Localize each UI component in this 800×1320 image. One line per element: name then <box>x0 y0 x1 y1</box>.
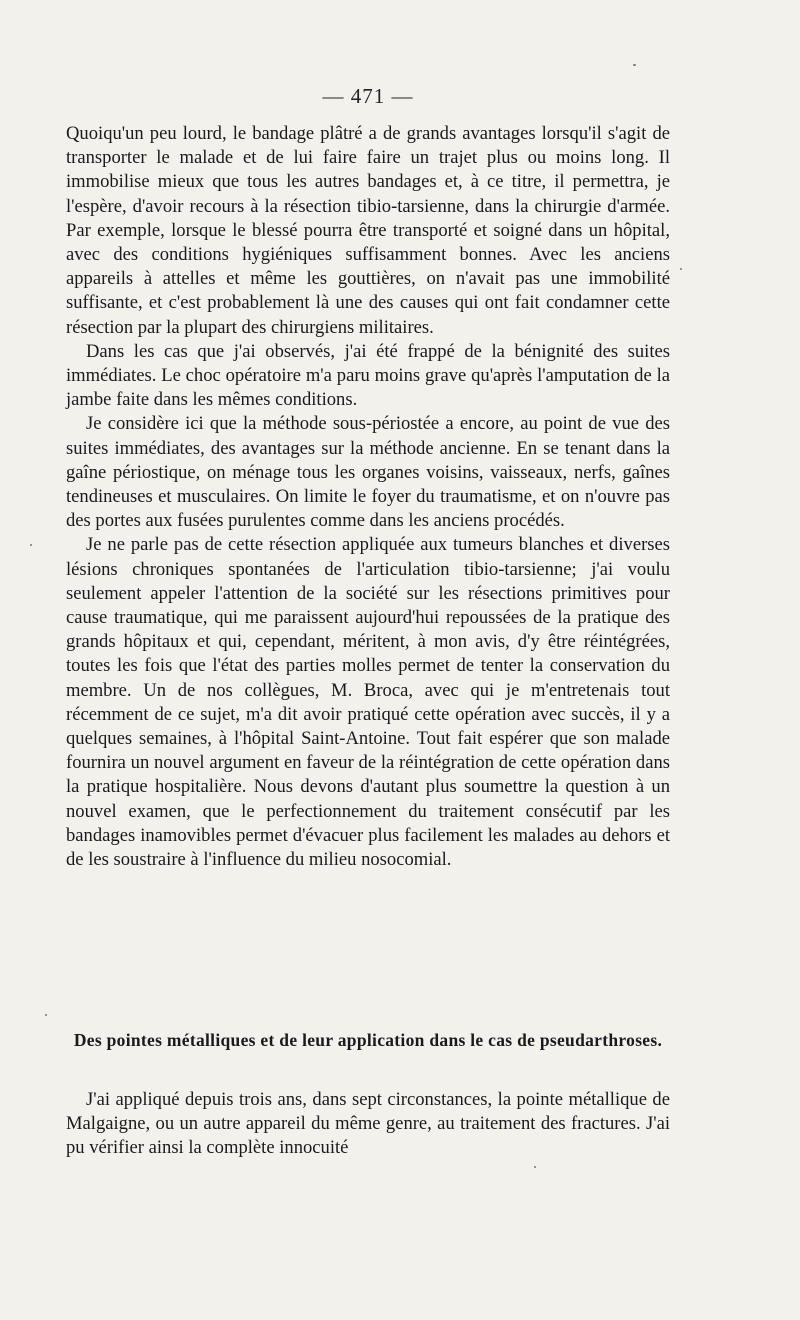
book-page <box>66 0 670 1320</box>
paper-speck <box>45 1014 47 1016</box>
paragraph-primitive-resections: Je ne parle pas de cette résection appliquée aux tumeurs blanches et diverses lésions chroniques spontanées de l'articulation tibio-tarsienne; j'ai voulu seulement appeler l'attention de la société sur les résections primitives pour cause traumatique, qui me paraissent aujourd'hui repoussées de la pratique des grands hôpitaux et qui, cependant, méritent, à mon avis, d'y être réintégrées, toutes les fois que l'état des parties molles permet de tenter la conservation du membre. Un de nos collègues, M. Broca, avec qui je m'entretenais tout récemment de ce sujet, m'a dit avoir pratiqué cette opération avec succès, il y a quelques semaines, à l'hôpital Saint-Antoine. Tout fait espérer que son malade fournira un nouvel argument en faveur de la réintégration de cette opération dans la pratique hospitalière. Nous devons d'autant plus soumettre la question à un nouvel examen, que le perfectionnement du traitement consécutif par les bandages inamovibles permet d'évacuer plus facilement les malades au dehors et de les soustraire à l'influence du milieu nosocomial. <box>66 534 670 871</box>
paragraph-subperiosteal-method: Je considère ici que la méthode sous-périostée a encore, au point de vue des suites immédiates, des avantages sur la méthode ancienne. En se tenant dans la gaîne périostique, on ménage tous les organes voisins, vaisseaux, nerfs, gaînes tendineuses et musculaires. On limite le foyer du traumatisme, et on n'ouvre pas des portes aux fusées purulentes comme dans les anciens procédés. <box>66 413 670 532</box>
paper-speck <box>534 1166 536 1168</box>
paragraph-immediate-effects: Dans les cas que j'ai observés, j'ai été frappé de la bénignité des suites immédiates. Le choc opératoire m'a paru moins grave qu'après l'amputation de la jambe faite dans les mêmes conditions. <box>66 340 670 411</box>
page-number: — 471 — <box>322 84 414 108</box>
paper-speck <box>633 64 636 66</box>
section-text <box>66 1088 670 1161</box>
paper-speck <box>30 544 32 546</box>
paragraph-metallic-points: J'ai appliqué depuis trois ans, dans sept circonstances, la pointe métallique de Malgaigne, ou un autre appareil du même genre, au traitement des fractures. J'ai pu vérifier ainsi la complète innocuité <box>66 1089 670 1159</box>
paper-speck <box>680 268 682 270</box>
paragraph-bandage: Quoiqu'un peu lourd, le bandage plâtré a de grands avantages lorsqu'il s'agit de transporter le malade et de lui faire faire un trajet plus ou moins long. Il immobilise mieux que tous les autres bandages et, à ce titre, il permettra, je l'espère, d'avoir recours à la résection tibio-tarsienne, dans la chirurgie d'armée. Par exemple, lorsque le blessé pourra être transporté et soigné dans un hôpital, avec des conditions hygiéniques suffisamment bonnes. Avec les anciens appareils à attelles et même les gouttières, on n'avait pas une immobilité suffisante, et c'est probablement là une des causes qui ont fait condamner cette résection par la plupart des chirurgiens militaires. <box>66 123 670 338</box>
section-heading: Des pointes métalliques et de leur application dans le cas de pseudarthroses. <box>73 1030 663 1050</box>
main-text <box>66 122 670 872</box>
